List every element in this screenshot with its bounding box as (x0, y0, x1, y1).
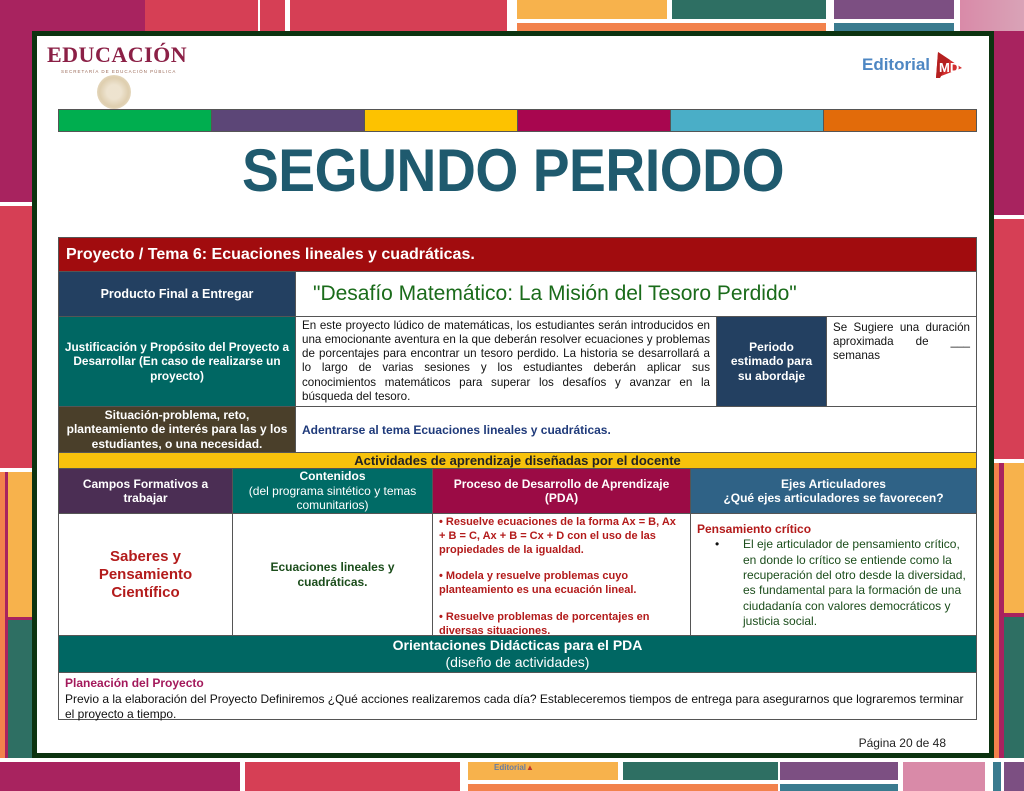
eje-title: Pensamiento crítico (697, 522, 812, 536)
footer-editorial-logo: Editorial▲ (494, 763, 534, 772)
col-header-pda: Proceso de Desarrollo de Aprendizaje (PDA) (433, 469, 691, 513)
bg-block (0, 472, 5, 762)
orientaciones-title: Orientaciones Didácticas para el PDA (392, 637, 643, 654)
md-logo-icon (932, 50, 964, 80)
situation-label: Situación-problema, reto, planteamiento de interés para las y los estudiantes, o una necesidad. (59, 407, 296, 452)
bg-block (0, 206, 32, 468)
color-stripe (824, 110, 976, 131)
bg-block (468, 762, 618, 780)
page-title: SEGUNDO PERIODO (241, 137, 785, 204)
orientaciones-header (59, 636, 976, 673)
edu-logo-text: EDUCACIÓN (47, 42, 188, 67)
planning-table (58, 237, 977, 720)
bg-block (145, 0, 285, 31)
bg-block (623, 762, 778, 780)
edu-logo-subtitle: SECRETARÍA DE EDUCACIÓN PÚBLICA (61, 69, 177, 74)
content-row (59, 514, 976, 636)
bg-block (834, 23, 954, 31)
project-title: Proyecto / Tema 6: Ecuaciones lineales y cuadráticas. (66, 245, 475, 263)
product-value: "Desafío Matemático: La Misión del Tesoro Perdido" (313, 282, 797, 305)
bg-block (517, 23, 826, 31)
bg-block (994, 219, 1024, 459)
color-stripe (59, 110, 212, 131)
pda-item: • Resuelve ecuaciones de la forma Ax = B, Ax + B = C, Ax + B = Cx + D con el uso de las propiedades de la igualdad. (439, 516, 676, 556)
bg-block (826, 0, 834, 31)
bg-block (1004, 762, 1024, 791)
pda-item: • Modela y resuelve problemas cuyo planteamiento es una ecuación lineal. (439, 570, 637, 596)
project-title-row (59, 238, 976, 272)
activities-header: Actividades de aprendizaje diseñadas por el docente (59, 453, 976, 469)
bg-block (0, 762, 240, 791)
column-header-row (59, 469, 976, 514)
bg-block (8, 472, 32, 617)
bg-block (1004, 463, 1024, 613)
bg-block (258, 0, 260, 31)
bg-block (780, 762, 898, 780)
bg-block (517, 0, 667, 19)
ejes-subtitle: ¿Qué ejes articuladores se favorecen? (723, 491, 944, 505)
ejes-title: Ejes Articuladores (781, 476, 886, 491)
bg-block (290, 0, 507, 31)
color-stripe (518, 110, 671, 131)
pda-list (433, 514, 691, 635)
period-value: Se Sugiere una duración aproximada de ___ semanas (833, 321, 970, 363)
pda-item: • Resuelve problemas de porcentajes en diversas situaciones. (439, 610, 650, 637)
color-stripe (212, 110, 365, 131)
bg-block (672, 0, 826, 19)
color-stripe (365, 110, 518, 131)
page-number: Página 20 de 48 (858, 736, 946, 750)
bg-block (780, 784, 898, 791)
contenido: Ecuaciones lineales y cuadráticas. (233, 514, 433, 635)
bg-block (903, 762, 985, 791)
color-stripe-bar (58, 109, 977, 132)
editorial-logo-text: Editorial (861, 55, 930, 74)
bg-block (993, 762, 1001, 791)
contenidos-subtitle: (del programa sintético y temas comunitarios) (248, 483, 417, 513)
color-stripe (671, 110, 824, 131)
product-label: Producto Final a Entregar (59, 272, 296, 316)
col-header-campos: Campos Formativos a trabajar (59, 469, 233, 513)
sep-logo (47, 42, 187, 74)
eje-item: • El eje articulador de pensamiento crítico, en donde lo crítico se entiende como la recuperación del otro desde la diversidad, es fundamental para la formación de una ciudadanía con valores democráticos y justicia social. (743, 537, 970, 629)
justification-text: En este proyecto lúdico de matemáticas, los estudiantes serán introducidos en una emocionante aventura en la que deberán resolver ecuaciones y problemas de porcentajes para encontrar un tesoro perdido. La historia se desarrollará a lo largo de varias sesiones y los estudiantes deberán aplicar sus conocimientos matemáticos para superar los desafíos y avanzar en la búsqueda del tesoro. (296, 317, 717, 406)
bg-block (960, 0, 1024, 31)
bg-block (834, 0, 954, 19)
bg-block (507, 0, 517, 31)
col-header-ejes (691, 469, 976, 513)
planeacion-text: Previo a la elaboración del Proyecto Definiremos ¿Qué acciones realizaremos cada día? Estableceremos tiempos de entrega para asegurarnos que lograremos terminar el proyecto a tiempo. (65, 691, 964, 722)
bg-block (1004, 617, 1024, 760)
bg-block (245, 762, 460, 791)
bg-block (994, 463, 999, 763)
ejes-articuladores (691, 514, 976, 635)
situation-row (59, 407, 976, 453)
svg-text:MD: MD (939, 60, 960, 75)
period-label: Periodo estimado para su abordaje (717, 317, 827, 406)
bg-block (8, 620, 32, 760)
contenidos-title: Contenidos (299, 469, 366, 484)
planeacion-title: Planeación del Proyecto (65, 676, 204, 690)
col-header-contenidos (233, 469, 433, 513)
planeacion-row (59, 673, 976, 722)
orientaciones-subtitle: (diseño de actividades) (445, 654, 590, 670)
justification-label: Justificación y Propósito del Proyecto a Desarrollar (En caso de realizarse un proyecto) (59, 317, 296, 406)
bg-block (468, 784, 778, 791)
situation-value: Adentrarse al tema Ecuaciones lineales y cuadráticas. (302, 422, 611, 437)
document-page (32, 31, 994, 758)
campo-formativo: Saberes y Pensamiento Científico (59, 514, 233, 635)
product-row (59, 272, 976, 317)
justification-row (59, 317, 976, 407)
eje-list (697, 537, 970, 629)
national-seal-icon (97, 75, 131, 109)
editorial-md-logo (862, 50, 964, 80)
